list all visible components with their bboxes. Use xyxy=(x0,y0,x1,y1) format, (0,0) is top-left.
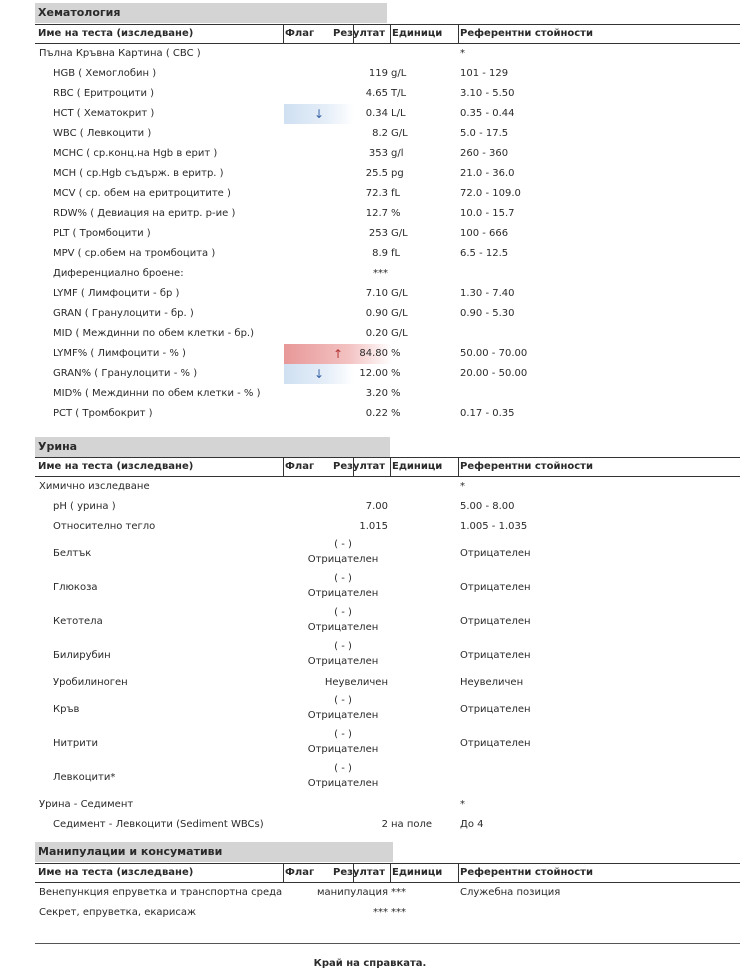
result-value: 8.2 xyxy=(372,128,388,139)
result-value: 1.015 xyxy=(359,521,388,532)
table-row xyxy=(35,727,740,761)
test-name: Относително тегло xyxy=(53,521,156,532)
result-value xyxy=(298,693,388,722)
result-text: Отрицателен xyxy=(307,778,379,789)
result-unit: на поле xyxy=(391,819,433,830)
reference-range: Отрицателен xyxy=(460,582,531,593)
result-value xyxy=(298,605,388,634)
result-value: 0.34 xyxy=(365,108,388,119)
result-unit: *** xyxy=(391,907,406,918)
reference-range: 5.0 - 17.5 xyxy=(460,128,509,139)
reference-range: 6.5 - 12.5 xyxy=(460,248,509,259)
result-value: 0.20 xyxy=(365,328,388,339)
test-name: Глюкоза xyxy=(53,582,98,593)
table-row xyxy=(35,815,740,835)
header-unit: Единици xyxy=(392,28,443,39)
column-divider xyxy=(458,458,459,476)
result-unit: G/L xyxy=(391,328,408,339)
table-row xyxy=(35,204,740,224)
reference-range: Отрицателен xyxy=(460,548,531,559)
column-divider xyxy=(283,864,284,882)
result-value: 253 xyxy=(368,228,388,239)
test-name: Пълна Кръвна Картина ( CBC ) xyxy=(39,48,201,59)
table-row xyxy=(35,44,740,64)
result-value: 84.80 xyxy=(359,348,388,359)
table-row xyxy=(35,639,740,673)
reference-range: 72.0 - 109.0 xyxy=(460,188,521,199)
header-flag: Флаг xyxy=(285,28,315,39)
test-name: PLT ( Тромбоцити ) xyxy=(53,228,151,239)
test-name: pH ( урина ) xyxy=(53,501,116,512)
header-ref: Референтни стойности xyxy=(460,28,593,39)
test-name: Секрет, епруветка, екарисаж xyxy=(39,907,197,918)
result-text: Отрицателен xyxy=(307,710,379,721)
reference-range: * xyxy=(460,799,465,810)
result-value: 7.00 xyxy=(365,501,388,512)
test-name: LYMF% ( Лимфоцити - % ) xyxy=(53,348,186,359)
header-flag: Флаг xyxy=(285,461,315,472)
column-divider xyxy=(458,25,459,43)
reference-range: До 4 xyxy=(460,819,484,830)
header-ref: Референтни стойности xyxy=(460,461,593,472)
test-name: RBC ( Еритроцити ) xyxy=(53,88,155,99)
reference-range: 260 - 360 xyxy=(460,148,509,159)
table-row xyxy=(35,497,740,517)
result-unit: G/L xyxy=(391,308,408,319)
result-value: 119 xyxy=(368,68,388,79)
result-value: 4.65 xyxy=(365,88,388,99)
result-value: *** xyxy=(373,268,388,279)
result-value: 25.5 xyxy=(365,168,388,179)
result-unit: fL xyxy=(391,188,401,199)
test-name: Урина - Седимент xyxy=(39,799,134,810)
section-title: Хематология xyxy=(35,3,387,23)
result-value: манипулация xyxy=(316,887,388,898)
table-row xyxy=(35,104,740,124)
column-divider xyxy=(390,25,391,43)
result-unit: % xyxy=(391,408,401,419)
test-name: Нитрити xyxy=(53,738,99,749)
column-divider xyxy=(283,25,284,43)
result-unit: % xyxy=(391,388,401,399)
result-symbol: ( - ) xyxy=(334,539,352,550)
header-unit: Единици xyxy=(392,867,443,878)
result-text: Отрицателен xyxy=(307,554,379,565)
result-unit: fL xyxy=(391,248,401,259)
reference-range: 100 - 666 xyxy=(460,228,509,239)
result-value: 8.9 xyxy=(372,248,388,259)
table-row xyxy=(35,384,740,404)
table-row xyxy=(35,883,740,903)
reference-range: Неувеличен xyxy=(460,677,524,688)
reference-range: 1.005 - 1.035 xyxy=(460,521,528,532)
table-row xyxy=(35,344,740,364)
table-row xyxy=(35,84,740,104)
result-text: Отрицателен xyxy=(307,656,379,667)
test-name: Белтък xyxy=(53,548,92,559)
reference-range: 50.00 - 70.00 xyxy=(460,348,528,359)
result-unit: pg xyxy=(391,168,404,179)
table-row xyxy=(35,693,740,727)
header-flag: Флаг xyxy=(285,867,315,878)
result-value: Неувеличен xyxy=(324,677,388,688)
result-symbol: ( - ) xyxy=(334,695,352,706)
result-value: 72.3 xyxy=(365,188,388,199)
test-name: MPV ( ср.обем на тромбоцита ) xyxy=(53,248,216,259)
header-unit: Единици xyxy=(392,461,443,472)
table-row xyxy=(35,224,740,244)
reference-range: 0.90 - 5.30 xyxy=(460,308,515,319)
result-unit: g/l xyxy=(391,148,404,159)
column-divider xyxy=(390,864,391,882)
reference-range: 1.30 - 7.40 xyxy=(460,288,515,299)
column-divider xyxy=(390,458,391,476)
result-text: Отрицателен xyxy=(307,622,379,633)
test-name: MCH ( ср.Hgb съдърж. в еритр. ) xyxy=(53,168,224,179)
bottom-divider xyxy=(35,943,740,944)
test-name: MID% ( Междинни по обем клетки - % ) xyxy=(53,388,261,399)
result-unit: G/L xyxy=(391,288,408,299)
test-name: Химично изследване xyxy=(39,481,150,492)
table-row xyxy=(35,144,740,164)
test-name: WBC ( Левкоцити ) xyxy=(53,128,152,139)
reference-range: Отрицателен xyxy=(460,738,531,749)
result-symbol: ( - ) xyxy=(334,729,352,740)
result-unit: % xyxy=(391,208,401,219)
result-value: 353 xyxy=(368,148,388,159)
table-header xyxy=(35,24,740,44)
result-unit: % xyxy=(391,348,401,359)
test-name: MID ( Междинни по обем клетки - бр.) xyxy=(53,328,254,339)
table-row xyxy=(35,64,740,84)
result-value xyxy=(298,639,388,668)
header-result: Резултат xyxy=(333,28,386,39)
test-name: Кръв xyxy=(53,704,80,715)
flag-low-arrow-icon: ↓ xyxy=(284,104,354,124)
reference-range: 0.17 - 0.35 xyxy=(460,408,515,419)
table-row xyxy=(35,571,740,605)
section-title: Манипулации и консумативи xyxy=(35,842,393,862)
test-name: LYMF ( Лимфоцити - бр ) xyxy=(53,288,180,299)
table-row xyxy=(35,761,740,795)
reference-range: 3.10 - 5.50 xyxy=(460,88,515,99)
column-divider xyxy=(283,458,284,476)
reference-range: Отрицателен xyxy=(460,616,531,627)
test-name: Левкоцити* xyxy=(53,772,116,783)
table-row xyxy=(35,364,740,384)
table-row xyxy=(35,903,740,923)
table-row xyxy=(35,477,740,497)
result-value: 7.10 xyxy=(365,288,388,299)
table-row xyxy=(35,124,740,144)
test-name: PCT ( Тромбокрит ) xyxy=(53,408,153,419)
result-value: 12.7 xyxy=(365,208,388,219)
column-divider xyxy=(353,458,354,476)
header-result: Резултат xyxy=(333,461,386,472)
test-name: Уробилиноген xyxy=(53,677,128,688)
reference-range: Отрицателен xyxy=(460,704,531,715)
header-name: Име на теста (изследване) xyxy=(38,461,194,472)
header-name: Име на теста (изследване) xyxy=(38,867,194,878)
result-text: Отрицателен xyxy=(307,744,379,755)
test-name: GRAN% ( Гранулоцити - % ) xyxy=(53,368,198,379)
table-row xyxy=(35,517,740,537)
column-divider xyxy=(353,864,354,882)
header-name: Име на теста (изследване) xyxy=(38,28,194,39)
table-row xyxy=(35,164,740,184)
table-row xyxy=(35,605,740,639)
table-row xyxy=(35,537,740,571)
result-value: *** xyxy=(373,907,388,918)
result-unit: *** xyxy=(391,887,406,898)
table-row xyxy=(35,184,740,204)
table-row xyxy=(35,284,740,304)
result-unit: % xyxy=(391,368,401,379)
table-row xyxy=(35,795,740,815)
result-value xyxy=(298,727,388,756)
reference-range: 101 - 129 xyxy=(460,68,509,79)
test-name: Кетотела xyxy=(53,616,103,627)
header-result: Резултат xyxy=(333,867,386,878)
column-divider xyxy=(353,25,354,43)
test-name: RDW% ( Девиация на еритр. р-ие ) xyxy=(53,208,236,219)
reference-range: Служебна позиция xyxy=(460,887,561,898)
reference-range: 10.0 - 15.7 xyxy=(460,208,515,219)
test-name: Венепункция епруветка и транспортна среда xyxy=(39,887,283,898)
reference-range: 0.35 - 0.44 xyxy=(460,108,515,119)
result-value xyxy=(298,537,388,566)
reference-range: 21.0 - 36.0 xyxy=(460,168,515,179)
header-ref: Референтни стойности xyxy=(460,867,593,878)
result-symbol: ( - ) xyxy=(334,573,352,584)
report-footer: Край на справката. xyxy=(313,958,427,969)
result-value: 12.00 xyxy=(359,368,388,379)
result-symbol: ( - ) xyxy=(334,763,352,774)
reference-range: * xyxy=(460,481,465,492)
table-row xyxy=(35,244,740,264)
test-name: HCT ( Хематокрит ) xyxy=(53,108,155,119)
result-value: 3.20 xyxy=(365,388,388,399)
test-name: Диференциално броене: xyxy=(53,268,184,279)
test-name: MCV ( ср. обем на еритроцитите ) xyxy=(53,188,231,199)
column-divider xyxy=(458,864,459,882)
result-value: 0.90 xyxy=(365,308,388,319)
flag-high-arrow-icon: ↑ xyxy=(284,344,392,364)
table-header xyxy=(35,863,740,883)
result-unit: G/L xyxy=(391,128,408,139)
result-unit: g/L xyxy=(391,68,407,79)
table-row xyxy=(35,304,740,324)
result-value xyxy=(298,571,388,600)
result-symbol: ( - ) xyxy=(334,641,352,652)
test-name: MCHC ( ср.конц.на Hgb в ерит ) xyxy=(53,148,218,159)
flag-low-arrow-icon: ↓ xyxy=(284,364,354,384)
result-unit: T/L xyxy=(391,88,407,99)
table-row xyxy=(35,404,740,424)
table-row xyxy=(35,673,740,693)
section-title: Урина xyxy=(35,437,390,457)
result-value: 0.22 xyxy=(365,408,388,419)
test-name: GRAN ( Гранулоцити - бр. ) xyxy=(53,308,194,319)
result-value: 2 xyxy=(381,819,388,830)
table-header xyxy=(35,457,740,477)
result-unit: G/L xyxy=(391,228,408,239)
reference-range: Отрицателен xyxy=(460,650,531,661)
table-row xyxy=(35,324,740,344)
result-unit: L/L xyxy=(391,108,406,119)
result-text: Отрицателен xyxy=(307,588,379,599)
test-name: Седимент - Левкоцити (Sediment WBCs) xyxy=(53,819,264,830)
test-name: Билирубин xyxy=(53,650,111,661)
reference-range: * xyxy=(460,48,465,59)
result-value xyxy=(298,761,388,790)
table-row xyxy=(35,264,740,284)
test-name: HGB ( Хемоглобин ) xyxy=(53,68,157,79)
reference-range: 20.00 - 50.00 xyxy=(460,368,528,379)
result-symbol: ( - ) xyxy=(334,607,352,618)
reference-range: 5.00 - 8.00 xyxy=(460,501,515,512)
